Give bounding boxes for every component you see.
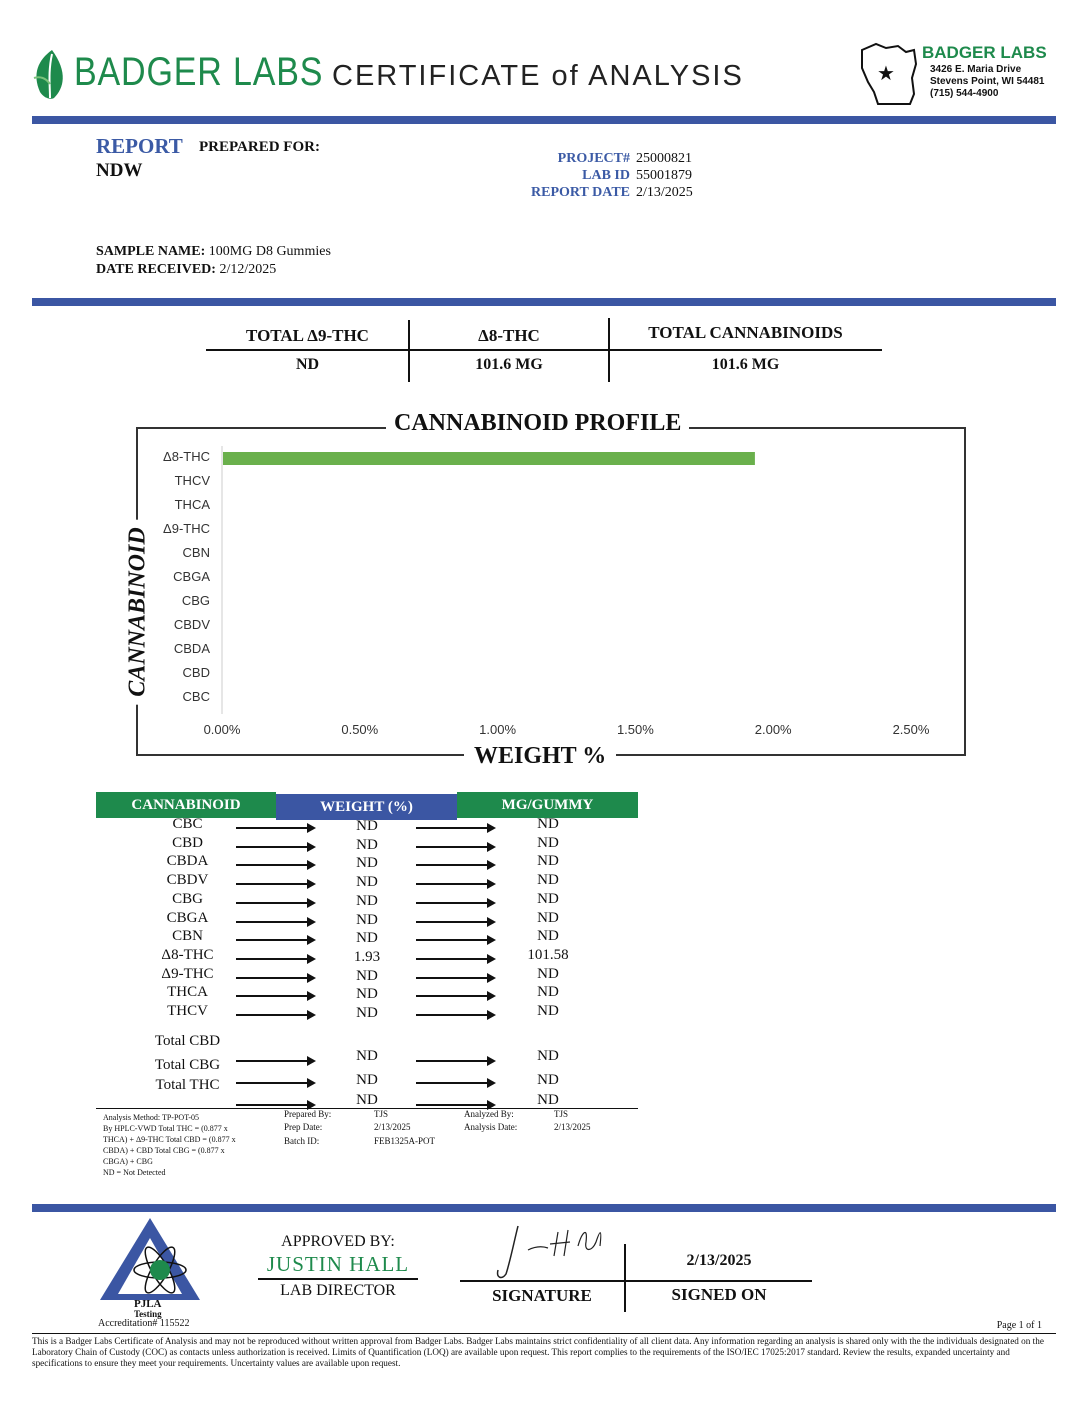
chart-y-tick-label: CBG bbox=[181, 593, 210, 608]
method-notes bbox=[103, 1112, 255, 1178]
date-received-value: 2/12/2025 bbox=[219, 262, 277, 277]
analyzed-by-value: TJS bbox=[554, 1109, 569, 1119]
chart-y-tick-label: CBDV bbox=[173, 617, 210, 632]
chart-y-tick-label: CBDA bbox=[173, 641, 210, 656]
prep-date-label: Prep Date: bbox=[284, 1122, 323, 1132]
row-arrow-2 bbox=[416, 939, 494, 941]
table-row-weight: ND bbox=[356, 855, 378, 872]
signature-scribble bbox=[488, 1222, 618, 1282]
sample-name-value: 100MG D8 Gummies bbox=[208, 244, 331, 259]
chart-y-tick-label: Δ8-THC bbox=[163, 449, 210, 464]
signed-on-label: SIGNED ON bbox=[671, 1285, 767, 1304]
disclaimer-text: This is a Badger Labs Certificate of Analysis and may not be reproduced without written approval from Badger Labs. Badger Labs maintains strict confidentiality of all client data. Any information regarding an analysis is shared only with the the individuals designated on the Laboratory Chain of Custody (COC) as contacts unless authorization is received. Limits of Quantification (LOQ) are available upon request. This report complies to the requirements of the ISO/IEC 17025:2017 standard. Review the results, expanded uncertainty and specifications to ensure they meet your requirements. Uncertainty values are available upon request. bbox=[32, 1336, 1044, 1368]
analysis-date-label: Analysis Date: bbox=[464, 1122, 518, 1132]
totals-row-mg: ND bbox=[537, 1092, 559, 1108]
sample-name-label: SAMPLE NAME: bbox=[96, 244, 206, 259]
table-row-weight: ND bbox=[356, 892, 378, 909]
chart-y-tick-label: Δ9-THC bbox=[163, 521, 210, 536]
row-arrow-2 bbox=[416, 883, 494, 885]
table-row-name: THCV bbox=[167, 1003, 208, 1019]
chart-y-tick-label: THCV bbox=[174, 473, 210, 488]
row-arrow-1 bbox=[236, 995, 314, 997]
col-header-cannabinoid: CANNABINOID bbox=[96, 792, 276, 818]
summary-value-total-d9: ND bbox=[295, 356, 320, 373]
prepared-by-label: Prepared By: bbox=[284, 1109, 332, 1119]
approver-rule bbox=[258, 1278, 418, 1280]
client-name: NDW bbox=[96, 160, 143, 181]
table-row-weight: ND bbox=[356, 818, 378, 834]
col-header-mg: MG/GUMMY bbox=[457, 792, 638, 818]
summary-header-total-d9: TOTAL Δ9-THC bbox=[246, 326, 369, 345]
chart-y-tick-label: CBN bbox=[182, 545, 210, 560]
chart-xlabel: WEIGHT % bbox=[464, 743, 616, 770]
lab-id-label: LAB ID bbox=[582, 168, 630, 183]
totals-row-weight: ND bbox=[356, 1048, 378, 1064]
totals-row-name: Total CBG bbox=[154, 1057, 221, 1073]
method-line-5: CBGA) + CBG bbox=[103, 1157, 153, 1166]
table-row-weight: ND bbox=[356, 930, 378, 947]
lab-id-value: 55001879 bbox=[636, 168, 692, 183]
table-row-mg: ND bbox=[537, 984, 559, 1001]
table-row-name: CBDV bbox=[166, 872, 209, 889]
table-row-name: CBD bbox=[172, 834, 203, 851]
row-arrow-1 bbox=[236, 902, 314, 904]
signature-label: SIGNATURE bbox=[492, 1286, 592, 1305]
table-row-name: CBN bbox=[172, 928, 203, 945]
report-date-label: REPORT DATE bbox=[531, 185, 630, 200]
address-name: BADGER LABS bbox=[922, 43, 1047, 62]
table-row-mg: ND bbox=[537, 909, 559, 926]
footer-rule bbox=[32, 1333, 1056, 1334]
page-number: Page 1 of 1 bbox=[996, 1320, 1042, 1331]
chart-y-tick-label: THCA bbox=[174, 497, 210, 512]
totals-row-mg: ND bbox=[537, 1072, 559, 1088]
row-arrow-2 bbox=[416, 827, 494, 829]
totals-arrow-2 bbox=[416, 1104, 494, 1106]
table-row-mg: ND bbox=[537, 1003, 559, 1019]
row-arrow-2 bbox=[416, 995, 494, 997]
table-row-weight: ND bbox=[356, 1005, 378, 1021]
summary-value-total-cannabinoids: 101.6 MG bbox=[711, 356, 780, 373]
row-arrow-1 bbox=[236, 958, 314, 960]
row-arrow-2 bbox=[416, 1014, 494, 1016]
table-row-mg: ND bbox=[537, 928, 559, 945]
row-arrow-1 bbox=[236, 1014, 314, 1016]
table-row-mg: ND bbox=[537, 890, 559, 907]
pjla-sub: Testing bbox=[134, 1309, 162, 1319]
table-row-weight: ND bbox=[356, 967, 378, 984]
chart-y-tick-label: CBD bbox=[182, 665, 210, 680]
totals-arrow-1 bbox=[236, 1104, 314, 1106]
address-phone: (715) 544-4900 bbox=[930, 88, 999, 99]
prepared-for-label: PREPARED FOR: bbox=[199, 139, 320, 155]
address-line1: 3426 E. Maria Drive bbox=[930, 64, 1022, 75]
method-line-4: CBDA) + CBD Total CBG = (0.877 x bbox=[103, 1146, 225, 1155]
table-row-mg: 101.58 bbox=[527, 946, 569, 963]
chart-x-tick-label: 1.00% bbox=[479, 722, 517, 737]
document-title: CERTIFICATE of ANALYSIS bbox=[332, 60, 744, 92]
accreditation-number: Accreditation# 115522 bbox=[98, 1318, 190, 1329]
address-line2: Stevens Point, WI 54481 bbox=[930, 76, 1045, 87]
approver-name: JUSTIN HALL bbox=[266, 1252, 410, 1276]
report-word: REPORT bbox=[96, 134, 183, 158]
totals-arrow-2 bbox=[416, 1060, 494, 1062]
totals-row-weight: ND bbox=[356, 1072, 378, 1088]
table-row-weight: ND bbox=[356, 836, 378, 853]
pjla-text: PJLA bbox=[134, 1298, 162, 1310]
chart-x-tick-label: 0.50% bbox=[341, 722, 379, 737]
totals-row-name: Total THC bbox=[155, 1077, 220, 1093]
approver-title: LAB DIRECTOR bbox=[280, 1282, 396, 1299]
date-received-label: DATE RECEIVED: bbox=[96, 262, 216, 277]
row-arrow-1 bbox=[236, 864, 314, 866]
table-row-mg: ND bbox=[537, 816, 559, 832]
table-row-name: CBDA bbox=[166, 853, 209, 870]
chart-x-tick-label: 2.50% bbox=[892, 722, 930, 737]
chart-bar bbox=[223, 452, 755, 465]
table-row-mg: ND bbox=[537, 834, 559, 851]
brand-logo-text: BADGER LABS bbox=[74, 50, 324, 94]
batch-id-label: Batch ID: bbox=[284, 1136, 320, 1146]
project-label: PROJECT# bbox=[557, 151, 630, 166]
row-arrow-2 bbox=[416, 921, 494, 923]
row-arrow-2 bbox=[416, 958, 494, 960]
pjla-logo-icon bbox=[98, 1216, 202, 1302]
row-arrow-2 bbox=[416, 902, 494, 904]
signed-on-date: 2/13/2025 bbox=[686, 1252, 752, 1269]
table-row-weight: ND bbox=[356, 874, 378, 891]
totals-arrow-1 bbox=[236, 1060, 314, 1062]
svg-text:★: ★ bbox=[877, 61, 895, 85]
row-arrow-2 bbox=[416, 977, 494, 979]
analyzed-by-label: Analyzed By: bbox=[464, 1109, 514, 1119]
table-row-weight: 1.93 bbox=[353, 948, 381, 965]
row-arrow-1 bbox=[236, 827, 314, 829]
table-row-weight: ND bbox=[356, 986, 378, 1003]
prep-date-value: 2/13/2025 bbox=[374, 1122, 411, 1132]
method-line-3: THCA) + Δ9-THC Total CBD = (0.877 x bbox=[103, 1135, 236, 1144]
method-line-6: ND = Not Detected bbox=[103, 1168, 166, 1177]
chart-x-tick-label: 2.00% bbox=[754, 722, 792, 737]
chart-x-tick-label: 0.00% bbox=[203, 722, 241, 737]
totals-row-weight: ND bbox=[356, 1092, 378, 1108]
approved-by-label: APPROVED BY: bbox=[281, 1233, 395, 1250]
table-row-name: THCA bbox=[167, 984, 208, 1001]
table-row-mg: ND bbox=[537, 965, 559, 982]
row-arrow-2 bbox=[416, 864, 494, 866]
table-row-mg: ND bbox=[537, 853, 559, 870]
summary-header-total-cannabinoids: TOTAL CANNABINOIDS bbox=[648, 323, 843, 342]
chart-y-tick-label: CBGA bbox=[173, 569, 210, 584]
table-row-mg: ND bbox=[537, 872, 559, 889]
row-arrow-1 bbox=[236, 883, 314, 885]
chart-x-tick-label: 1.50% bbox=[616, 722, 654, 737]
totals-arrow-2 bbox=[416, 1082, 494, 1084]
row-arrow-1 bbox=[236, 846, 314, 848]
bottom-divider bbox=[32, 1204, 1056, 1212]
report-date-value: 2/13/2025 bbox=[636, 185, 693, 200]
chart-title: CANNABINOID PROFILE bbox=[386, 410, 689, 437]
row-arrow-1 bbox=[236, 921, 314, 923]
batch-id-value: FEB1325A-POT bbox=[374, 1136, 436, 1146]
table-row-weight: ND bbox=[356, 911, 378, 928]
table-row-name: CBC bbox=[172, 816, 203, 832]
summary-header-d8: Δ8-THC bbox=[478, 326, 540, 345]
method-line-2: By HPLC-VWD Total THC = (0.877 x bbox=[103, 1124, 228, 1133]
row-arrow-1 bbox=[236, 939, 314, 941]
totals-arrow-1 bbox=[236, 1082, 314, 1084]
signature-rule bbox=[460, 1280, 812, 1282]
col-header-weight: WEIGHT (%) bbox=[276, 794, 457, 820]
totals-row-mg: ND bbox=[537, 1048, 559, 1064]
table-row-name: Δ9-THC bbox=[161, 965, 214, 982]
project-value: 25000821 bbox=[636, 151, 692, 166]
prepared-by-value: TJS bbox=[374, 1109, 389, 1119]
totals-row-name: Total CBD bbox=[154, 1033, 221, 1049]
summary-value-d8: 101.6 MG bbox=[475, 356, 543, 373]
chart-ylabel: CANNABINOID bbox=[125, 519, 152, 704]
chart-y-tick-label: CBC bbox=[182, 689, 210, 704]
method-line-1: Analysis Method: TP-POT-05 bbox=[103, 1113, 200, 1122]
table-row-name: Δ8-THC bbox=[161, 946, 214, 963]
row-arrow-2 bbox=[416, 846, 494, 848]
table-row-name: CBGA bbox=[166, 909, 209, 926]
table-row-name: CBG bbox=[172, 890, 203, 907]
row-arrow-1 bbox=[236, 977, 314, 979]
analysis-date-value: 2/13/2025 bbox=[554, 1122, 591, 1132]
